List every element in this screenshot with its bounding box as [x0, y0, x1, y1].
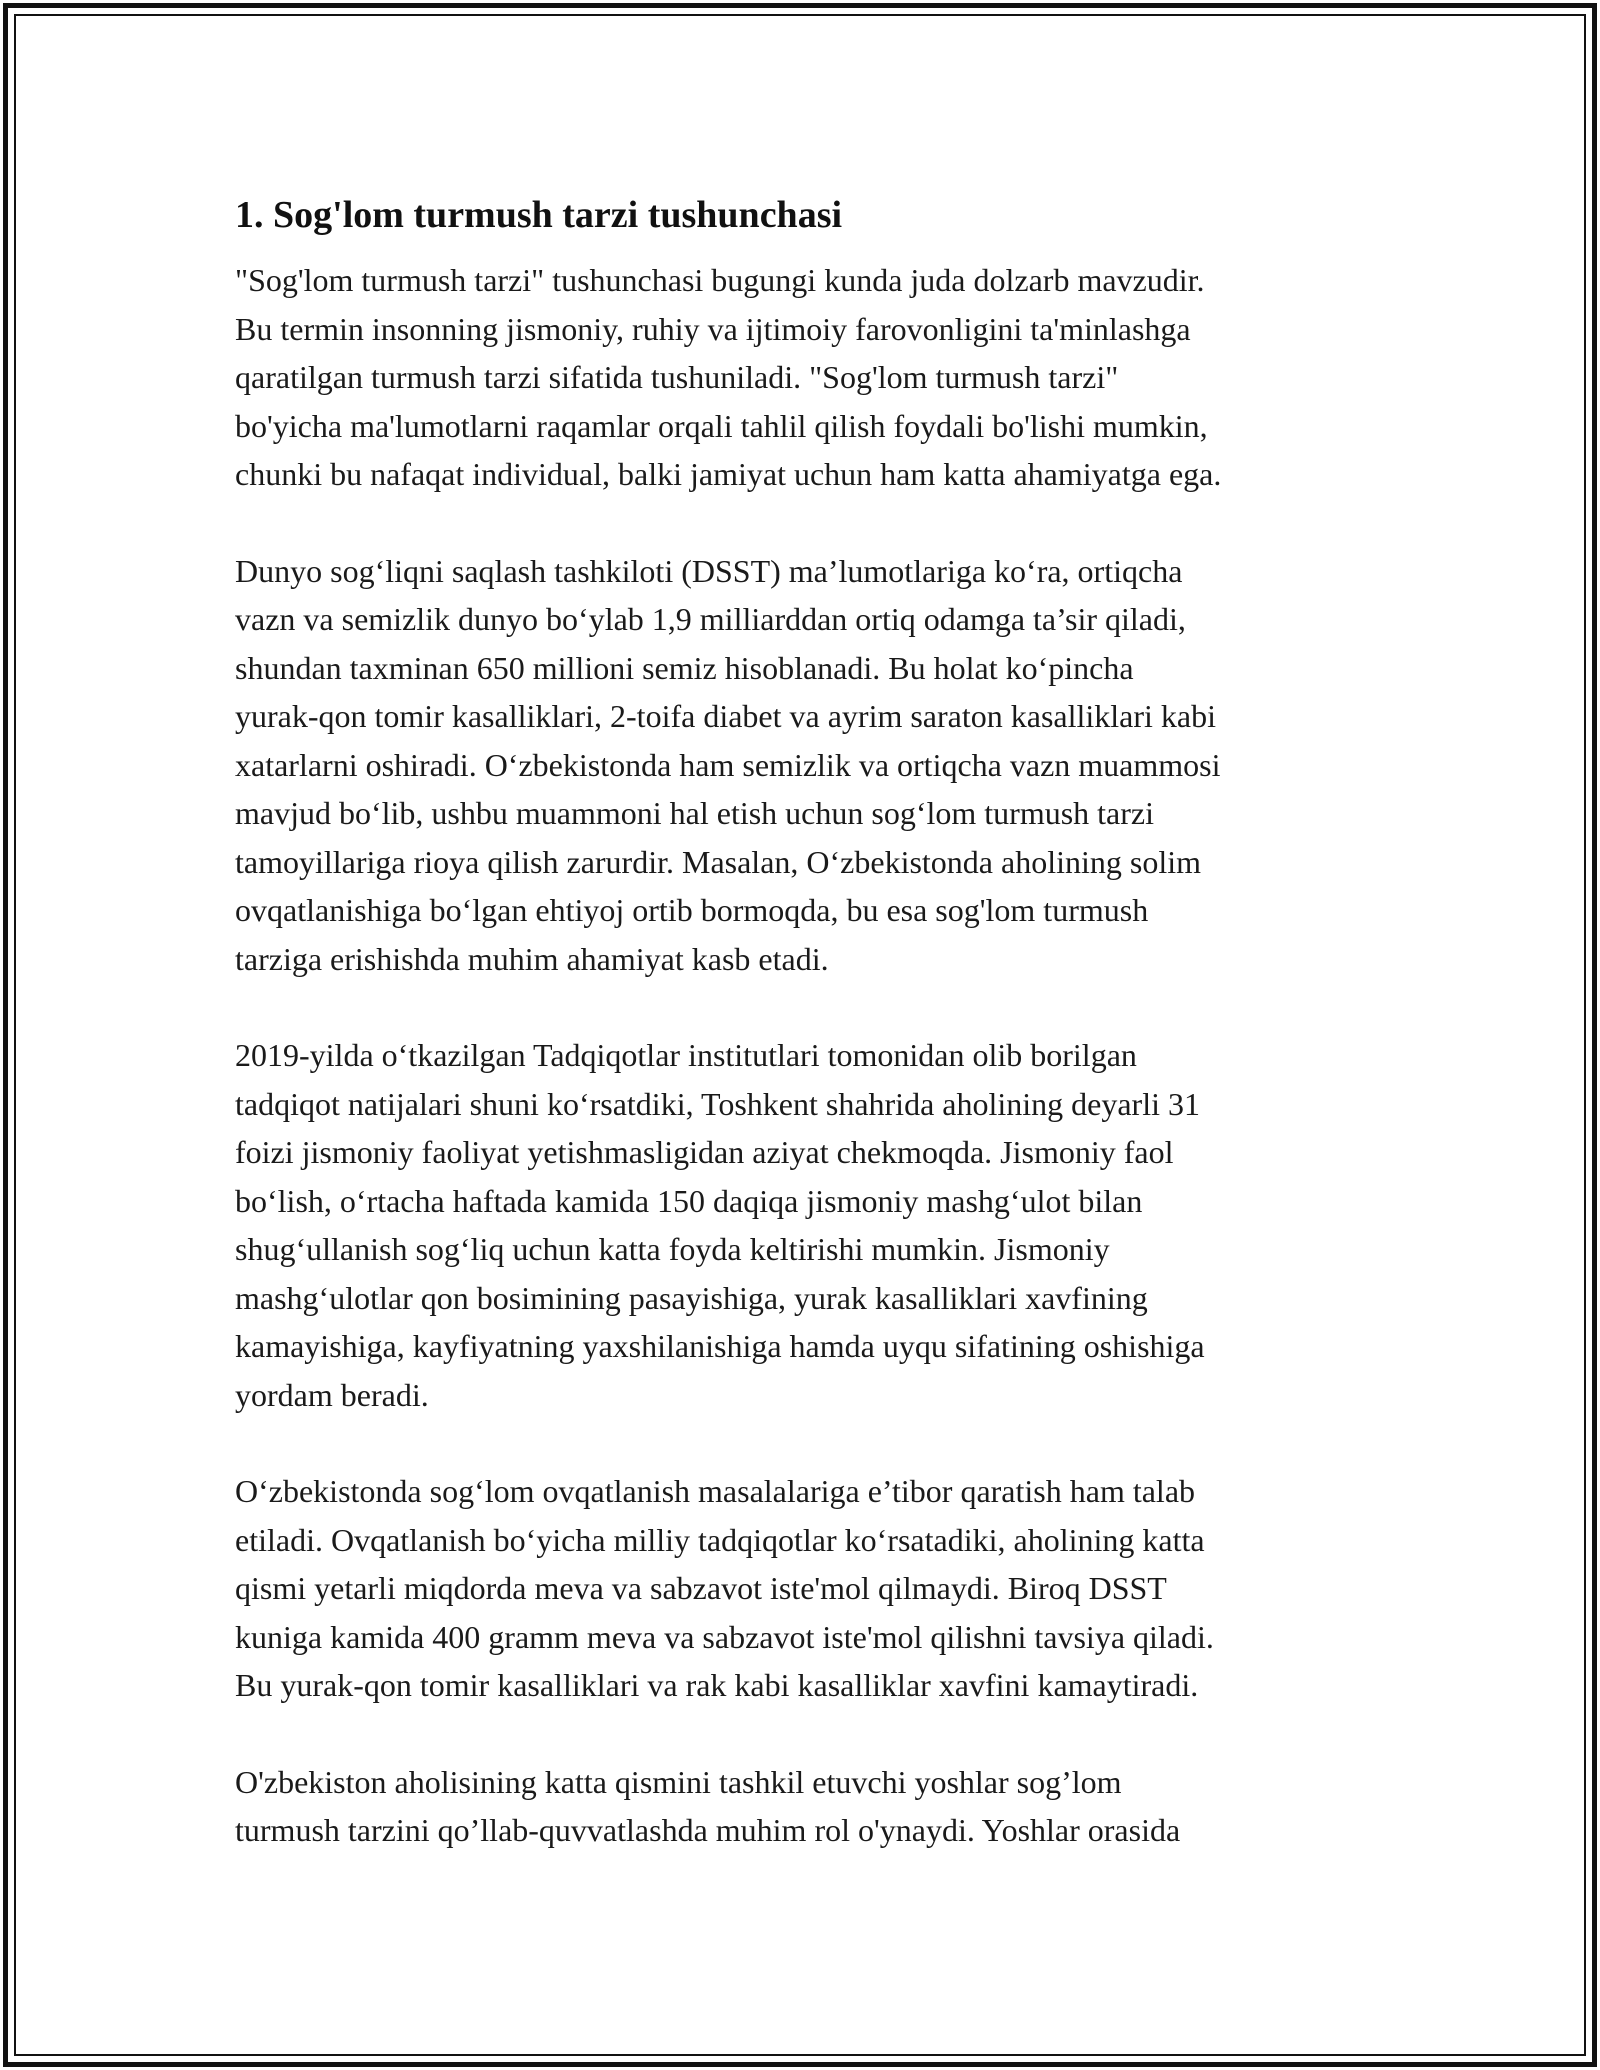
section-heading: 1. Sog'lom turmush tarzi tushunchasi: [235, 194, 843, 236]
text-line: foizi jismoniy faoliyat yetishmasligidan aziyat chekmoqda. Jismoniy faol: [235, 1134, 1174, 1170]
text-line: shundan taxminan 650 millioni semiz hisoblanadi. Bu holat ko‘pincha: [235, 649, 1134, 686]
text-line: tadqiqot natijalari shuni ko‘rsatdiki, Toshkent shahrida aholining deyarli 31: [235, 1085, 1200, 1122]
text-line: mashg‘ulotlar qon bosimining pasayishiga, yurak kasalliklari xavfining: [235, 1279, 1148, 1316]
document-body: [235, 186, 1375, 1855]
text-line: shug‘ullanish sog‘liq uchun katta foyda keltirishi mumkin. Jismoniy: [235, 1231, 1110, 1267]
text-line: ovqatlanishiga bo‘lgan ehtiyoj ortib bormoqda, bu esa sog'lom turmush: [235, 892, 1149, 928]
text-line: kamayishiga, kayfiyatning yaxshilanishiga hamda uyqu sifatining oshishiga: [235, 1328, 1205, 1364]
paragraph-3: [235, 1031, 1375, 1419]
paragraph-4: [235, 1467, 1375, 1710]
paragraph-5: [235, 1758, 1375, 1855]
text-line: xatarlarni oshiradi. O‘zbekistonda ham semizlik va ortiqcha vazn muammosi: [235, 746, 1221, 783]
text-line: 2019-yilda o‘tkazilgan Tadqiqotlar institutlari tomonidan olib borilgan: [235, 1037, 1137, 1073]
text-line: yordam beradi.: [235, 1376, 429, 1413]
text-line: chunki bu nafaqat individual, balki jamiyat uchun ham katta ahamiyatga ega.: [235, 456, 1222, 492]
text-line: O‘zbekistonda sog‘lom ovqatlanish masalalariga e’tibor qaratish ham talab: [235, 1473, 1196, 1509]
text-line: "Sog'lom turmush tarzi" tushunchasi bugungi kunda juda dolzarb mavzudir.: [235, 262, 1205, 298]
text-line: yurak-qon tomir kasalliklari, 2-toifa diabet va ayrim saraton kasalliklari kabi: [235, 698, 1217, 734]
text-line: Bu yurak-qon tomir kasalliklari va rak kabi kasalliklar xavfini kamaytiradi.: [235, 1667, 1199, 1703]
text-line: mavjud bo‘lib, ushbu muammoni hal etish uchun sog‘lom turmush tarzi: [235, 795, 1154, 831]
text-line: O'zbekiston aholisining katta qismini tashkil etuvchi yoshlar sog’lom: [235, 1763, 1122, 1800]
text-line: tarziga erishishda muhim ahamiyat kasb etadi.: [235, 940, 829, 977]
text-line: vazn va semizlik dunyo bo‘ylab 1,9 milliarddan ortiq odamga ta’sir qiladi,: [235, 601, 1186, 637]
text-line: turmush tarzini qo’llab-quvvatlashda muhim rol o'ynaydi. Yoshlar orasida: [235, 1812, 1181, 1848]
text-line: qismi yetarli miqdorda meva va sabzavot iste'mol qilmaydi. Biroq DSST: [235, 1570, 1167, 1606]
text-line: qaratilgan turmush tarzi sifatida tushuniladi. "Sog'lom turmush tarzi": [235, 359, 1119, 395]
text-line: etiladi. Ovqatlanish bo‘yicha milliy tadqiqotlar ko‘rsatadiki, aholining katta: [235, 1521, 1205, 1558]
text-line: Bu termin insonning jismoniy, ruhiy va ijtimoiy farovonligini ta'minlashga: [235, 310, 1191, 347]
text-line: kuniga kamida 400 gramm meva va sabzavot iste'mol qilishni tavsiya qiladi.: [235, 1618, 1214, 1655]
paragraph-2: [235, 547, 1375, 984]
text-line: bo'yicha ma'lumotlarni raqamlar orqali tahlil qilish foydali bo'lishi mumkin,: [235, 407, 1208, 444]
text-line: bo‘lish, o‘rtacha haftada kamida 150 daqiqa jismoniy mashg‘ulot bilan: [235, 1182, 1143, 1219]
paragraph-1: [235, 256, 1375, 499]
text-line: Dunyo sog‘liqni saqlash tashkiloti (DSST) ma’lumotlariga ko‘ra, ortiqcha: [235, 552, 1183, 589]
text-line: tamoyillariga rioya qilish zarurdir. Masalan, O‘zbekistonda aholining solim: [235, 843, 1201, 880]
